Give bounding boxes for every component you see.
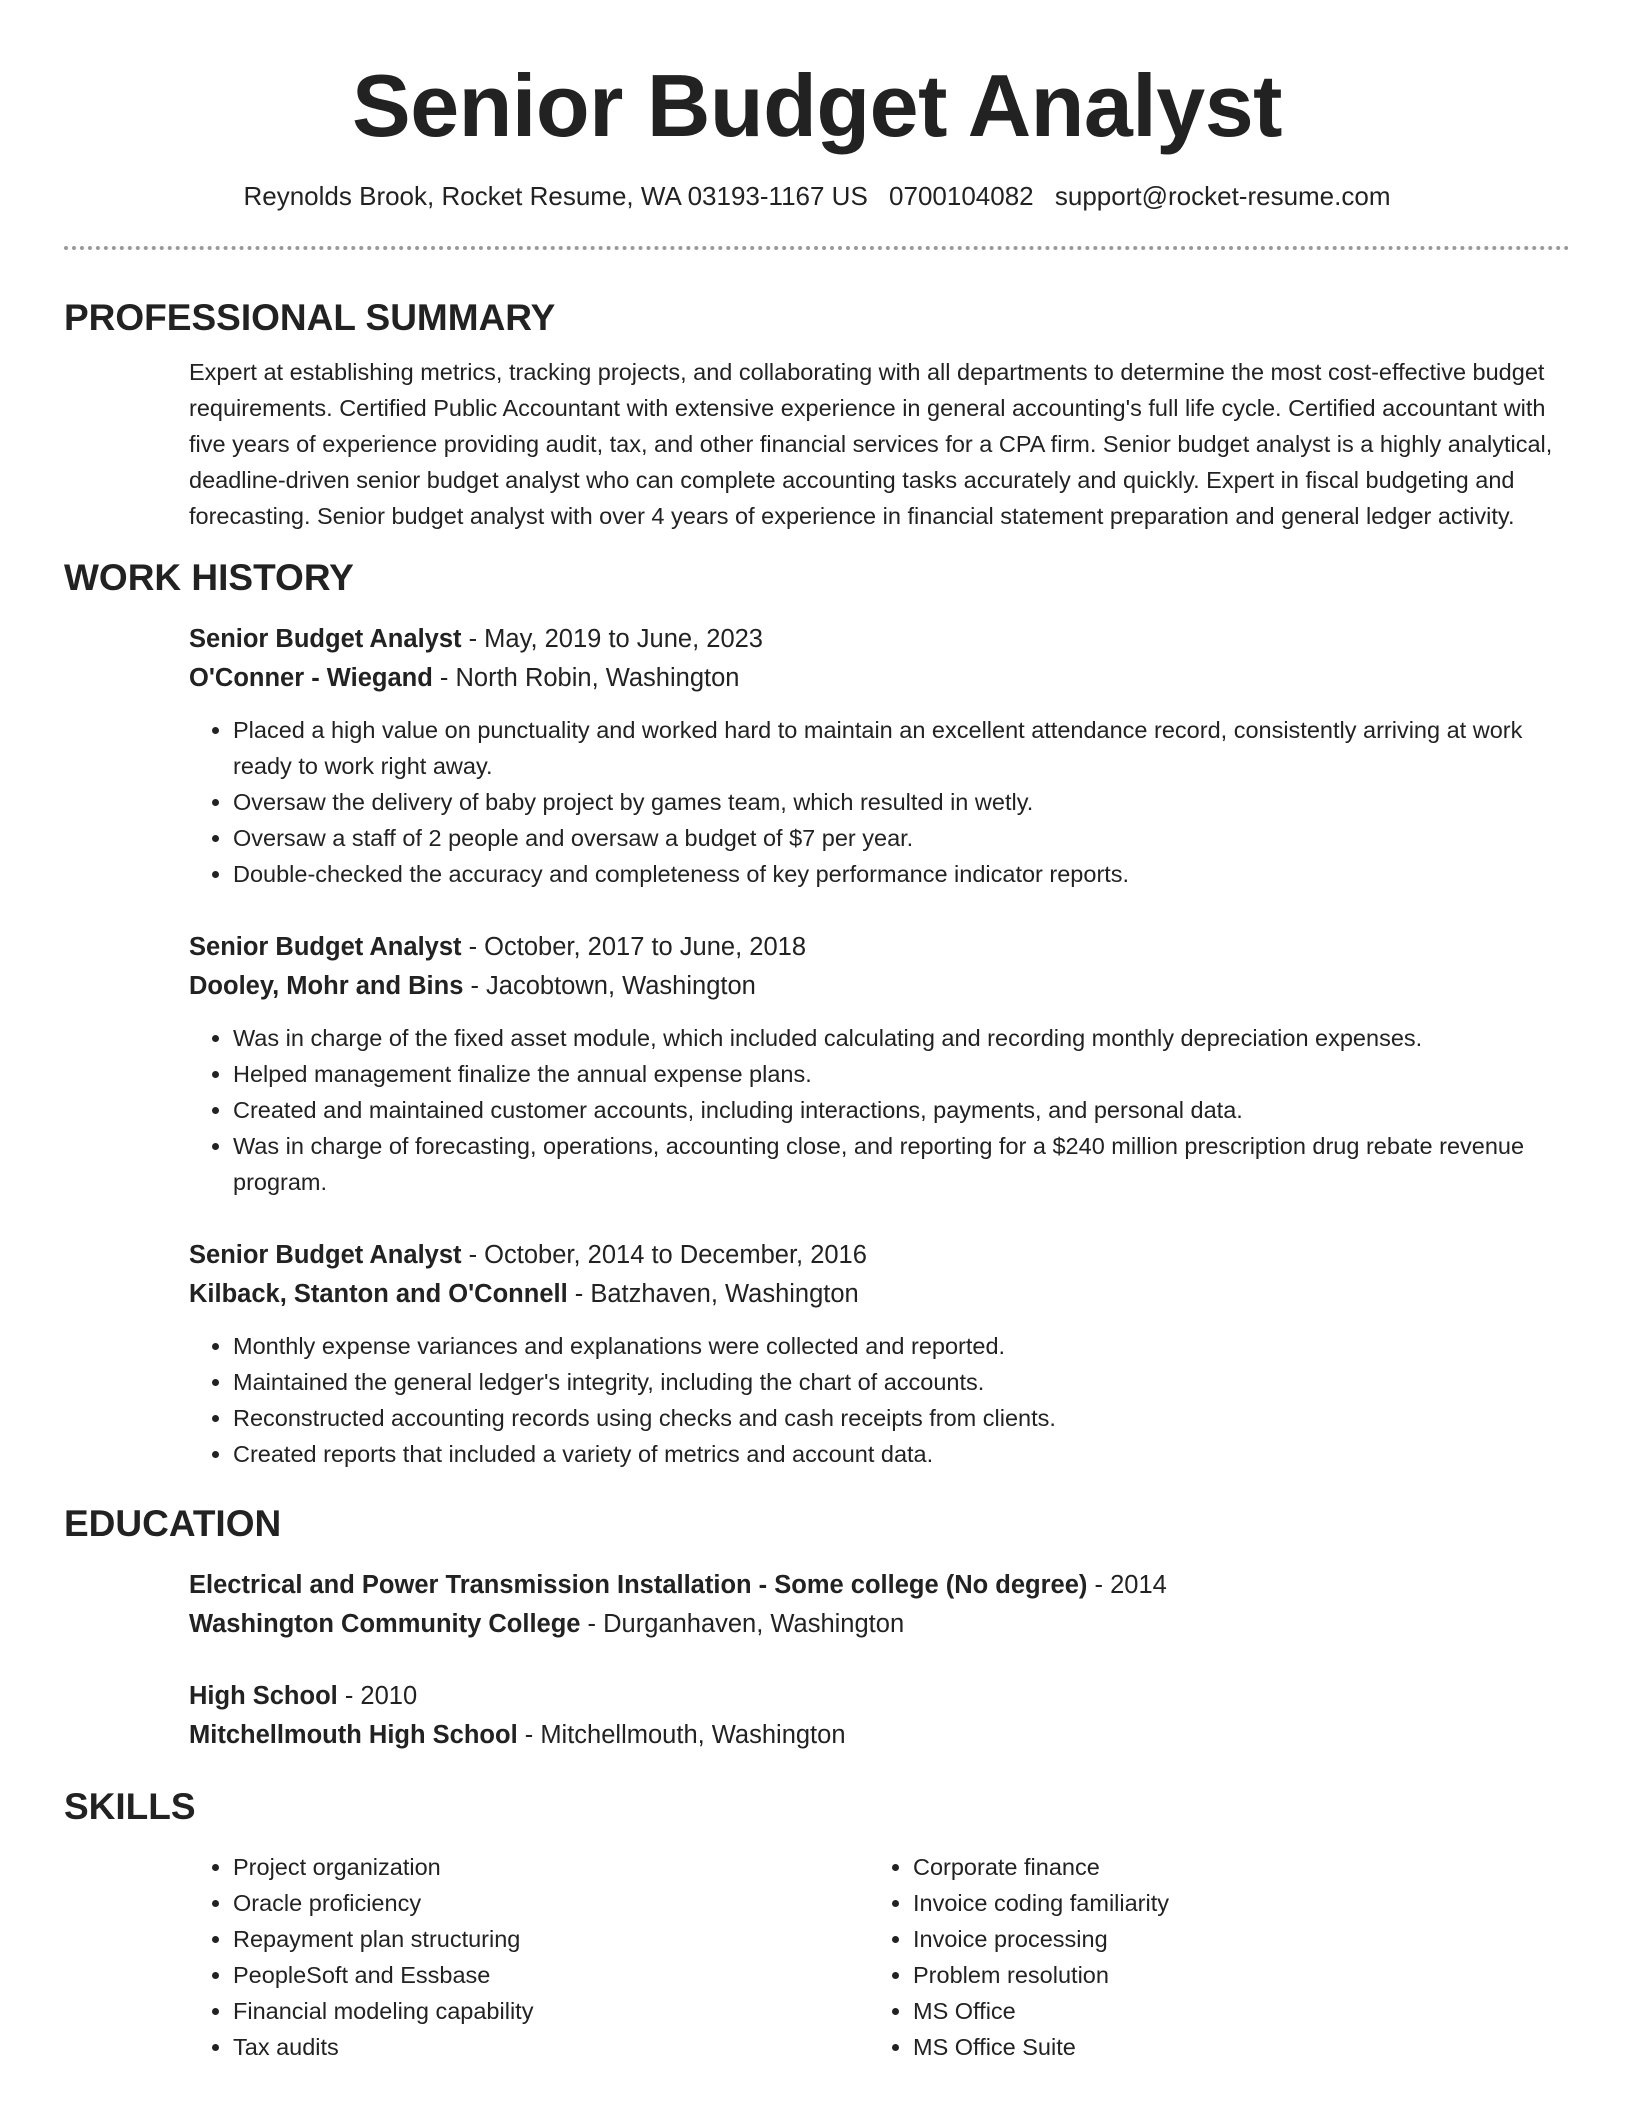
education-entry bbox=[189, 1566, 1570, 1644]
job-dates: - October, 2017 to June, 2018 bbox=[461, 933, 807, 961]
list-item: • Invoice coding familiarity bbox=[913, 1885, 1549, 1921]
work-history-heading: WORK HISTORY bbox=[64, 557, 354, 598]
list-item: • Monthly expense variances and explanations were collected and reported. bbox=[233, 1328, 1570, 1364]
education-year: - 2010 bbox=[337, 1682, 418, 1710]
resume-page bbox=[64, 0, 1570, 2065]
summary-heading: PROFESSIONAL SUMMARY bbox=[64, 297, 556, 338]
job-title-line bbox=[189, 1236, 1570, 1275]
summary-section bbox=[64, 296, 1570, 534]
job-title-line bbox=[189, 620, 1570, 659]
job-location: - North Robin, Washington bbox=[432, 664, 740, 692]
education-entry bbox=[189, 1677, 1570, 1755]
education-degree-line bbox=[189, 1677, 1570, 1716]
education-location: - Mitchellmouth, Washington bbox=[517, 1721, 846, 1749]
job-location: - Batzhaven, Washington bbox=[567, 1280, 859, 1308]
list-item: • MS Office bbox=[913, 1993, 1549, 2029]
contact-email: support@rocket-resume.com bbox=[1054, 181, 1391, 211]
skills-left-column bbox=[189, 1849, 869, 2065]
job-company: O'Conner - Wiegand bbox=[189, 664, 433, 692]
job-dates: - October, 2014 to December, 2016 bbox=[461, 1241, 867, 1269]
header-divider bbox=[64, 246, 1570, 250]
list-item: • MS Office Suite bbox=[913, 2029, 1549, 2065]
skills-right-column bbox=[869, 1849, 1549, 2065]
job-entry bbox=[189, 1236, 1570, 1472]
education-degree: High School bbox=[189, 1682, 338, 1710]
job-entry bbox=[189, 928, 1570, 1200]
list-item: • Double-checked the accuracy and completeness of key performance indicator reports. bbox=[233, 856, 1570, 892]
list-item: • Was in charge of forecasting, operations, accounting close, and reporting for a $240 million prescription drug rebate revenue program. bbox=[233, 1128, 1570, 1200]
education-degree-line bbox=[189, 1566, 1570, 1605]
summary-text: Expert at establishing metrics, tracking projects, and collaborating with all departments to determine the most cost-effective budget requirements. Certified Public Accountant with extensive experience in general accounting's full life cycle. Certified accountant with five years of experience providing audit, tax, and other financial services for a CPA firm. Senior budget analyst is a highly analytical, deadline-driven senior budget analyst who can complete accounting tasks accurately and quickly. Expert in fiscal budgeting and forecasting. Senior budget analyst with over 4 years of experience in financial statement preparation and general ledger activity. bbox=[189, 359, 1553, 529]
list-item: • Helped management finalize the annual expense plans. bbox=[233, 1056, 1570, 1092]
education-heading: EDUCATION bbox=[64, 1503, 282, 1544]
list-item: • Oversaw a staff of 2 people and oversaw a budget of $7 per year. bbox=[233, 820, 1570, 856]
education-school-line bbox=[189, 1605, 1570, 1644]
list-item: • PeopleSoft and Essbase bbox=[233, 1957, 869, 1993]
education-location: - Durganhaven, Washington bbox=[580, 1610, 905, 1638]
list-item: • Placed a high value on punctuality and worked hard to maintain an excellent attendance record, consistently arriving at work ready to work right away. bbox=[233, 712, 1570, 784]
skills-section bbox=[64, 1785, 1570, 2065]
list-item: • Oracle proficiency bbox=[233, 1885, 869, 1921]
list-item: • Created reports that included a variety of metrics and account data. bbox=[233, 1436, 1570, 1472]
education-school: Washington Community College bbox=[189, 1610, 581, 1638]
list-item: • Tax audits bbox=[233, 2029, 869, 2065]
contact-line bbox=[64, 180, 1570, 212]
list-item: • Was in charge of the fixed asset module, which included calculating and recording monthly depreciation expenses. bbox=[233, 1020, 1570, 1056]
list-item: • Invoice processing bbox=[913, 1921, 1549, 1957]
work-history-section bbox=[64, 556, 1570, 1472]
job-title: Senior Budget Analyst bbox=[189, 1241, 462, 1269]
list-item: • Created and maintained customer accounts, including interactions, payments, and personal data. bbox=[233, 1092, 1570, 1128]
education-year: - 2014 bbox=[1087, 1571, 1167, 1599]
job-company: Dooley, Mohr and Bins bbox=[189, 972, 464, 1000]
skills-heading: SKILLS bbox=[64, 1786, 196, 1827]
resume-title: Senior Budget Analyst bbox=[352, 56, 1282, 155]
job-company-line bbox=[189, 659, 1570, 698]
list-item: • Reconstructed accounting records using checks and cash receipts from clients. bbox=[233, 1400, 1570, 1436]
education-degree: Electrical and Power Transmission Installation - Some college (No degree) bbox=[189, 1571, 1088, 1599]
list-item: • Project organization bbox=[233, 1849, 869, 1885]
list-item: • Corporate finance bbox=[913, 1849, 1549, 1885]
job-bullets bbox=[189, 1328, 1570, 1472]
list-item: • Oversaw the delivery of baby project by games team, which resulted in wetly. bbox=[233, 784, 1570, 820]
list-item: • Repayment plan structuring bbox=[233, 1921, 869, 1957]
job-company-line bbox=[189, 967, 1570, 1006]
job-company-line bbox=[189, 1275, 1570, 1314]
contact-phone: 0700104082 bbox=[889, 181, 1034, 211]
job-dates: - May, 2019 to June, 2023 bbox=[461, 625, 763, 653]
job-bullets bbox=[189, 712, 1570, 892]
list-item: • Maintained the general ledger's integrity, including the chart of accounts. bbox=[233, 1364, 1570, 1400]
education-school: Mitchellmouth High School bbox=[189, 1721, 518, 1749]
list-item: • Financial modeling capability bbox=[233, 1993, 869, 2029]
education-school-line bbox=[189, 1716, 1570, 1755]
list-item: • Problem resolution bbox=[913, 1957, 1549, 1993]
skills-columns bbox=[189, 1849, 1570, 2065]
education-section bbox=[64, 1502, 1570, 1755]
job-title: Senior Budget Analyst bbox=[189, 933, 462, 961]
job-company: Kilback, Stanton and O'Connell bbox=[189, 1280, 568, 1308]
job-bullets bbox=[189, 1020, 1570, 1200]
job-entry bbox=[189, 620, 1570, 892]
contact-address: Reynolds Brook, Rocket Resume, WA 03193-1167 US bbox=[243, 181, 868, 211]
job-title: Senior Budget Analyst bbox=[189, 625, 462, 653]
job-title-line bbox=[189, 928, 1570, 967]
job-location: - Jacobtown, Washington bbox=[463, 972, 756, 1000]
